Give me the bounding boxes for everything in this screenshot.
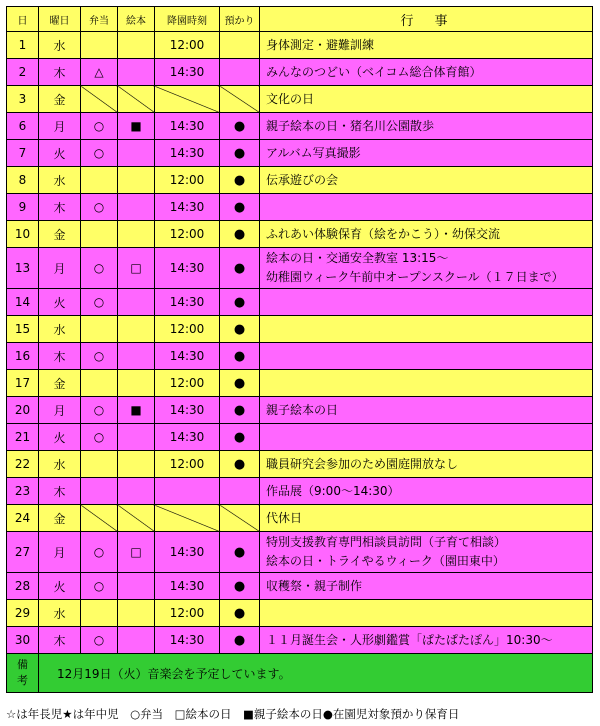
- event-line: 絵本の日・トライやるウィーク（園田東中）: [266, 554, 505, 568]
- book-cell: [118, 478, 155, 505]
- weekday-cell: 木: [39, 59, 81, 86]
- day-cell: 14: [7, 289, 39, 316]
- legend: ☆は年長児★は年中児 ○弁当 □絵本の日 ■親子絵本の日●在園児対象預かり保育日: [6, 707, 460, 721]
- care-cell: [220, 86, 260, 113]
- day-cell: 28: [7, 573, 39, 600]
- lunch-cell: ○: [81, 113, 118, 140]
- care-cell: ●: [220, 370, 260, 397]
- weekday-cell: 金: [39, 370, 81, 397]
- book-cell: [118, 221, 155, 248]
- care-cell: ●: [220, 221, 260, 248]
- day-cell: 29: [7, 600, 39, 627]
- dismissal-cell: 12:00: [155, 32, 220, 59]
- day-cell: 2: [7, 59, 39, 86]
- lunch-cell: ○: [81, 289, 118, 316]
- event-line: 幼稚園ウィーク午前中オープンスクール（１７日まで）: [266, 270, 564, 284]
- event-line: 収穫祭・親子制作: [266, 578, 363, 593]
- header-lunch: 弁当: [81, 7, 118, 32]
- events-cell: [260, 316, 593, 343]
- schedule-row: [7, 573, 593, 600]
- weekday-cell: 水: [39, 451, 81, 478]
- event-line: 伝承遊びの会: [266, 172, 339, 187]
- schedule-row: [7, 424, 593, 451]
- book-cell: [118, 167, 155, 194]
- note-text: 12月19日（火）音楽会を予定しています。: [39, 654, 593, 693]
- day-cell: 15: [7, 316, 39, 343]
- lunch-cell: [81, 600, 118, 627]
- lunch-cell: △: [81, 59, 118, 86]
- care-cell: ●: [220, 627, 260, 654]
- schedule-row: [7, 478, 593, 505]
- care-cell: ●: [220, 600, 260, 627]
- lunch-cell: [81, 370, 118, 397]
- book-cell: [118, 289, 155, 316]
- header-weekday: 曜日: [39, 7, 81, 32]
- lunch-cell: [81, 505, 118, 532]
- note-label-text: 備 考: [17, 658, 28, 687]
- schedule-row: [7, 113, 593, 140]
- care-cell: ●: [220, 194, 260, 221]
- dismissal-cell: 12:00: [155, 221, 220, 248]
- day-cell: 10: [7, 221, 39, 248]
- day-cell: 17: [7, 370, 39, 397]
- dismissal-cell: 14:30: [155, 532, 220, 573]
- events-cell: [260, 343, 593, 370]
- weekday-cell: 金: [39, 86, 81, 113]
- lunch-cell: ○: [81, 627, 118, 654]
- lunch-cell: [81, 316, 118, 343]
- book-cell: [118, 86, 155, 113]
- lunch-cell: ○: [81, 194, 118, 221]
- weekday-cell: 月: [39, 248, 81, 289]
- event-line: みんなのつどい（ベイコム総合体育館）: [266, 64, 482, 79]
- weekday-cell: 火: [39, 140, 81, 167]
- lunch-cell: ○: [81, 343, 118, 370]
- event-line: アルバム写真撮影: [266, 145, 361, 160]
- schedule-row: [7, 59, 593, 86]
- header-day: 日: [7, 7, 39, 32]
- care-cell: ●: [220, 451, 260, 478]
- events-cell: [260, 627, 593, 654]
- weekday-cell: 火: [39, 289, 81, 316]
- event-line: 作品展（9:00～14:30）: [266, 483, 400, 498]
- day-cell: 20: [7, 397, 39, 424]
- dismissal-cell: 14:30: [155, 397, 220, 424]
- weekday-cell: 水: [39, 600, 81, 627]
- day-cell: 27: [7, 532, 39, 573]
- book-cell: [118, 627, 155, 654]
- care-cell: ●: [220, 289, 260, 316]
- events-cell: [260, 573, 593, 600]
- schedule-row: [7, 32, 593, 59]
- dismissal-cell: 14:30: [155, 343, 220, 370]
- weekday-cell: 金: [39, 505, 81, 532]
- dismissal-cell: 14:30: [155, 424, 220, 451]
- schedule-row: [7, 532, 593, 573]
- event-line: 特別支援教育専門相談員訪問（子育て相談）: [266, 535, 507, 549]
- dismissal-cell: [155, 86, 220, 113]
- dismissal-cell: 14:30: [155, 59, 220, 86]
- event-line: 親子絵本の日: [266, 402, 339, 417]
- care-cell: ●: [220, 316, 260, 343]
- schedule-row: [7, 627, 593, 654]
- day-cell: 13: [7, 248, 39, 289]
- event-line: １１月誕生会・人形劇鑑賞「ぱたぱたぽん」10:30～: [266, 632, 553, 647]
- care-cell: [220, 59, 260, 86]
- event-line: 身体測定・避難訓練: [266, 37, 375, 52]
- book-cell: [118, 451, 155, 478]
- events-cell: [260, 451, 593, 478]
- events-cell: [260, 59, 593, 86]
- schedule-row: [7, 370, 593, 397]
- dismissal-cell: 12:00: [155, 600, 220, 627]
- dismissal-cell: 12:00: [155, 370, 220, 397]
- lunch-cell: [81, 167, 118, 194]
- events-cell: [260, 397, 593, 424]
- schedule-row: [7, 343, 593, 370]
- schedule-row: [7, 600, 593, 627]
- book-cell: [118, 194, 155, 221]
- events-cell: [260, 532, 593, 573]
- lunch-cell: [81, 32, 118, 59]
- schedule-row: [7, 397, 593, 424]
- care-cell: ●: [220, 397, 260, 424]
- day-cell: 30: [7, 627, 39, 654]
- book-cell: [118, 573, 155, 600]
- dismissal-cell: [155, 478, 220, 505]
- lunch-cell: [81, 478, 118, 505]
- care-cell: ●: [220, 424, 260, 451]
- weekday-cell: 水: [39, 32, 81, 59]
- header-row: [7, 7, 593, 32]
- event-line: 絵本の日・交通安全教室 13:15～: [266, 251, 449, 265]
- events-cell: [260, 370, 593, 397]
- book-cell: [118, 424, 155, 451]
- event-line: 代休日: [266, 510, 303, 525]
- event-line: 文化の日: [266, 91, 315, 106]
- weekday-cell: 木: [39, 194, 81, 221]
- book-cell: [118, 600, 155, 627]
- events-cell: [260, 167, 593, 194]
- lunch-cell: ○: [81, 248, 118, 289]
- care-cell: ●: [220, 343, 260, 370]
- weekday-cell: 木: [39, 343, 81, 370]
- schedule-row: [7, 221, 593, 248]
- dismissal-cell: 14:30: [155, 573, 220, 600]
- dismissal-cell: 14:30: [155, 113, 220, 140]
- book-cell: [118, 505, 155, 532]
- schedule-row: [7, 86, 593, 113]
- events-cell: [260, 424, 593, 451]
- book-cell: [118, 140, 155, 167]
- day-cell: 1: [7, 32, 39, 59]
- care-cell: ●: [220, 113, 260, 140]
- lunch-cell: ○: [81, 397, 118, 424]
- dismissal-cell: [155, 505, 220, 532]
- care-cell: ●: [220, 532, 260, 573]
- events-cell: [260, 113, 593, 140]
- weekday-cell: 木: [39, 478, 81, 505]
- day-cell: 9: [7, 194, 39, 221]
- dismissal-cell: 14:30: [155, 289, 220, 316]
- dismissal-cell: 12:00: [155, 451, 220, 478]
- events-cell: [260, 32, 593, 59]
- book-cell: □: [118, 532, 155, 573]
- lunch-cell: ○: [81, 573, 118, 600]
- schedule-row: [7, 194, 593, 221]
- care-cell: ●: [220, 140, 260, 167]
- weekday-cell: 水: [39, 167, 81, 194]
- events-cell: [260, 221, 593, 248]
- schedule-row: [7, 248, 593, 289]
- day-cell: 16: [7, 343, 39, 370]
- book-cell: [118, 32, 155, 59]
- events-cell: [260, 86, 593, 113]
- care-cell: [220, 478, 260, 505]
- weekday-cell: 月: [39, 113, 81, 140]
- note-label: [7, 654, 39, 693]
- weekday-cell: 月: [39, 397, 81, 424]
- care-cell: ●: [220, 573, 260, 600]
- book-cell: [118, 59, 155, 86]
- day-cell: 6: [7, 113, 39, 140]
- note-row: [7, 654, 593, 693]
- events-cell: [260, 478, 593, 505]
- book-cell: ■: [118, 113, 155, 140]
- lunch-cell: ○: [81, 532, 118, 573]
- lunch-cell: [81, 451, 118, 478]
- dismissal-cell: 14:30: [155, 194, 220, 221]
- day-cell: 24: [7, 505, 39, 532]
- lunch-cell: [81, 221, 118, 248]
- book-cell: [118, 370, 155, 397]
- events-cell: [260, 140, 593, 167]
- weekday-cell: 木: [39, 627, 81, 654]
- day-cell: 3: [7, 86, 39, 113]
- schedule-row: [7, 140, 593, 167]
- weekday-cell: 火: [39, 424, 81, 451]
- weekday-cell: 水: [39, 316, 81, 343]
- dismissal-cell: 14:30: [155, 248, 220, 289]
- day-cell: 23: [7, 478, 39, 505]
- lunch-cell: ○: [81, 424, 118, 451]
- day-cell: 8: [7, 167, 39, 194]
- day-cell: 7: [7, 140, 39, 167]
- day-cell: 22: [7, 451, 39, 478]
- weekday-cell: 火: [39, 573, 81, 600]
- schedule-row: [7, 451, 593, 478]
- care-cell: [220, 505, 260, 532]
- events-cell: [260, 194, 593, 221]
- schedule-table: [6, 6, 593, 693]
- header-dismissal: 降園時刻: [155, 7, 220, 32]
- schedule-row: [7, 505, 593, 532]
- event-line: 親子絵本の日・猪名川公園散歩: [266, 118, 435, 133]
- dismissal-cell: 12:00: [155, 167, 220, 194]
- book-cell: [118, 316, 155, 343]
- dismissal-cell: 14:30: [155, 140, 220, 167]
- events-cell: [260, 289, 593, 316]
- events-cell: [260, 248, 593, 289]
- schedule-row: [7, 167, 593, 194]
- day-cell: 21: [7, 424, 39, 451]
- event-line: ふれあい体験保育（絵をかこう）・幼保交流: [266, 226, 501, 241]
- header-book: 絵本: [118, 7, 155, 32]
- lunch-cell: ○: [81, 140, 118, 167]
- header-care: 預かり: [220, 7, 260, 32]
- care-cell: ●: [220, 167, 260, 194]
- dismissal-cell: 12:00: [155, 316, 220, 343]
- weekday-cell: 月: [39, 532, 81, 573]
- events-cell: [260, 505, 593, 532]
- weekday-cell: 金: [39, 221, 81, 248]
- schedule-row: [7, 316, 593, 343]
- schedule-row: [7, 289, 593, 316]
- dismissal-cell: 14:30: [155, 627, 220, 654]
- lunch-cell: [81, 86, 118, 113]
- book-cell: ■: [118, 397, 155, 424]
- header-events: 行 事: [260, 7, 593, 32]
- care-cell: ●: [220, 248, 260, 289]
- book-cell: [118, 343, 155, 370]
- book-cell: □: [118, 248, 155, 289]
- care-cell: [220, 32, 260, 59]
- event-line: 職員研究会参加のため園庭開放なし: [266, 456, 459, 471]
- events-cell: [260, 600, 593, 627]
